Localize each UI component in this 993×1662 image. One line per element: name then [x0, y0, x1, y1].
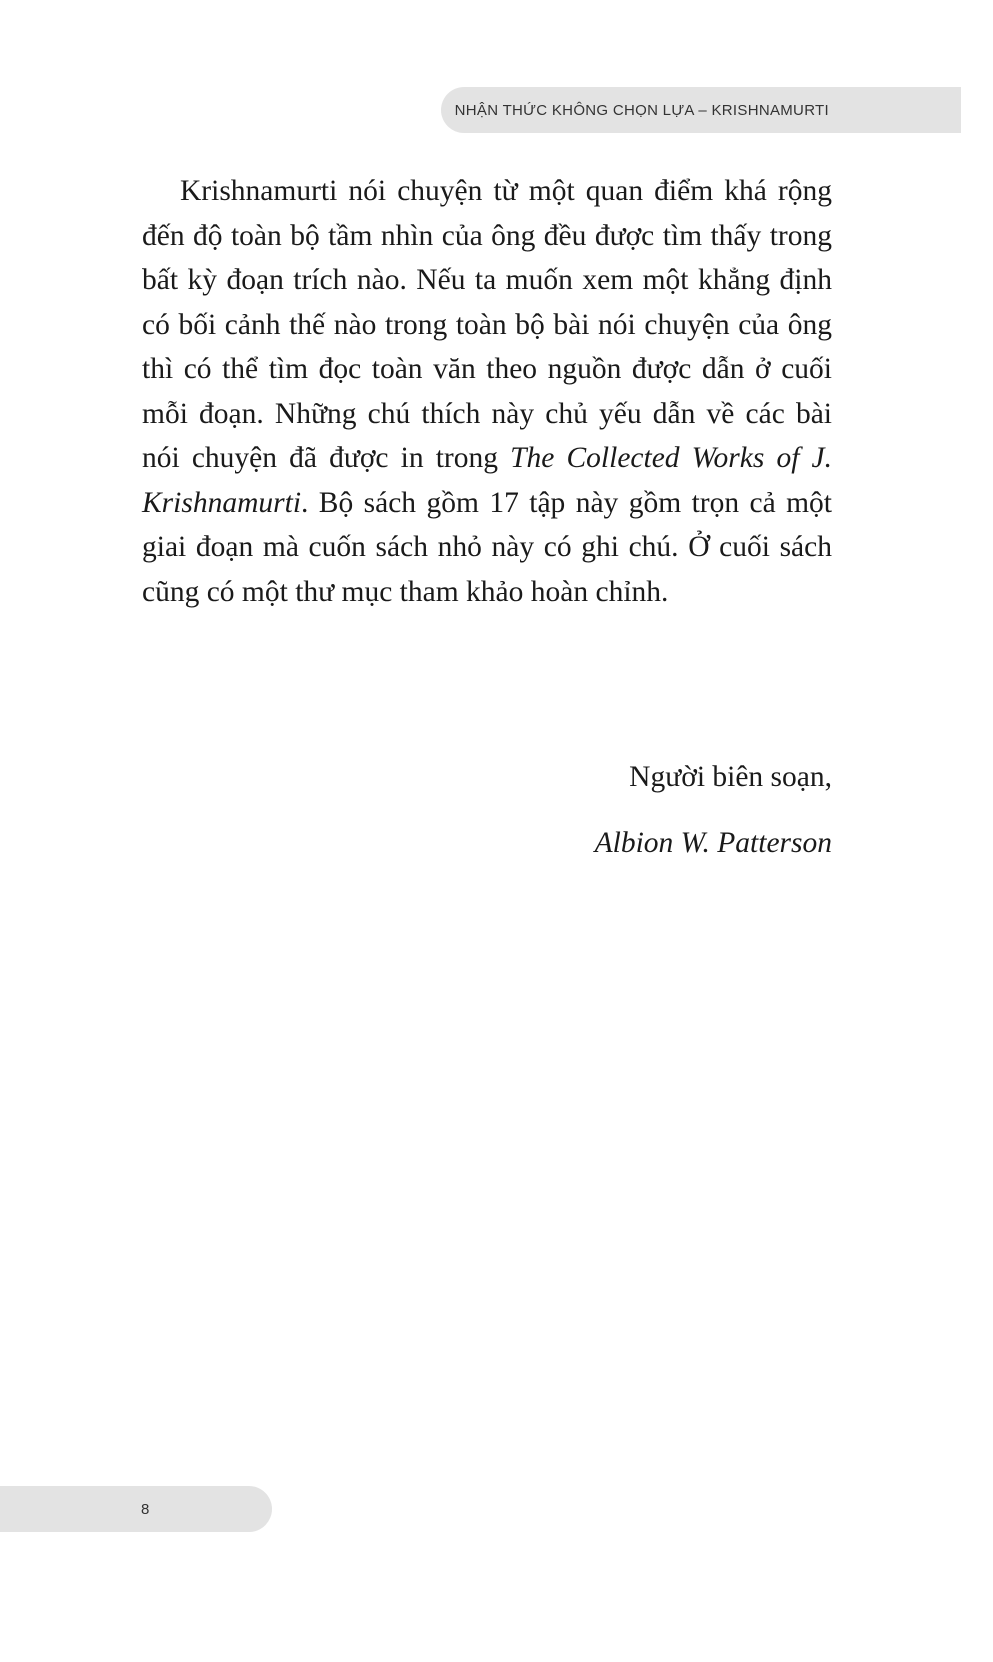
compiler-name: Albion W. Patterson	[594, 827, 832, 859]
body-text-part-1: Krishnamurti nói chuyện từ một quan điểm khá rộng đến độ toàn bộ tầm nhìn của ông đều được tìm thấy trong bất kỳ đoạn trích nào. Nếu ta muốn xem một khẳng định có bối cảnh thế nào trong toàn bộ bài nói chuyện của ông thì có thể tìm đọc toàn văn theo nguồn được dẫn ở cuối mỗi đoạn. Những chú thích này chủ yếu dẫn về các bài nói chuyện đã được in trong	[142, 175, 832, 474]
running-header	[441, 87, 961, 133]
page-number-tab	[0, 1486, 272, 1532]
signature-block	[595, 744, 832, 876]
running-header-title: NHẬN THỨC KHÔNG CHỌN LỰA – KRISHNAMURTI	[454, 101, 829, 119]
book-title: The Collected Works of J. Krishnamurti	[142, 442, 832, 519]
body-paragraph	[142, 169, 832, 614]
compiler-role: Người biên soạn,	[629, 761, 832, 793]
page-number: 8	[141, 1500, 150, 1518]
body-text-part-2: . Bộ sách gồm 17 tập này gồm trọn cả một giai đoạn mà cuốn sách nhỏ này có ghi chú. Ở cuối sách cũng có một thư mục tham khảo hoàn chỉnh.	[142, 486, 832, 608]
